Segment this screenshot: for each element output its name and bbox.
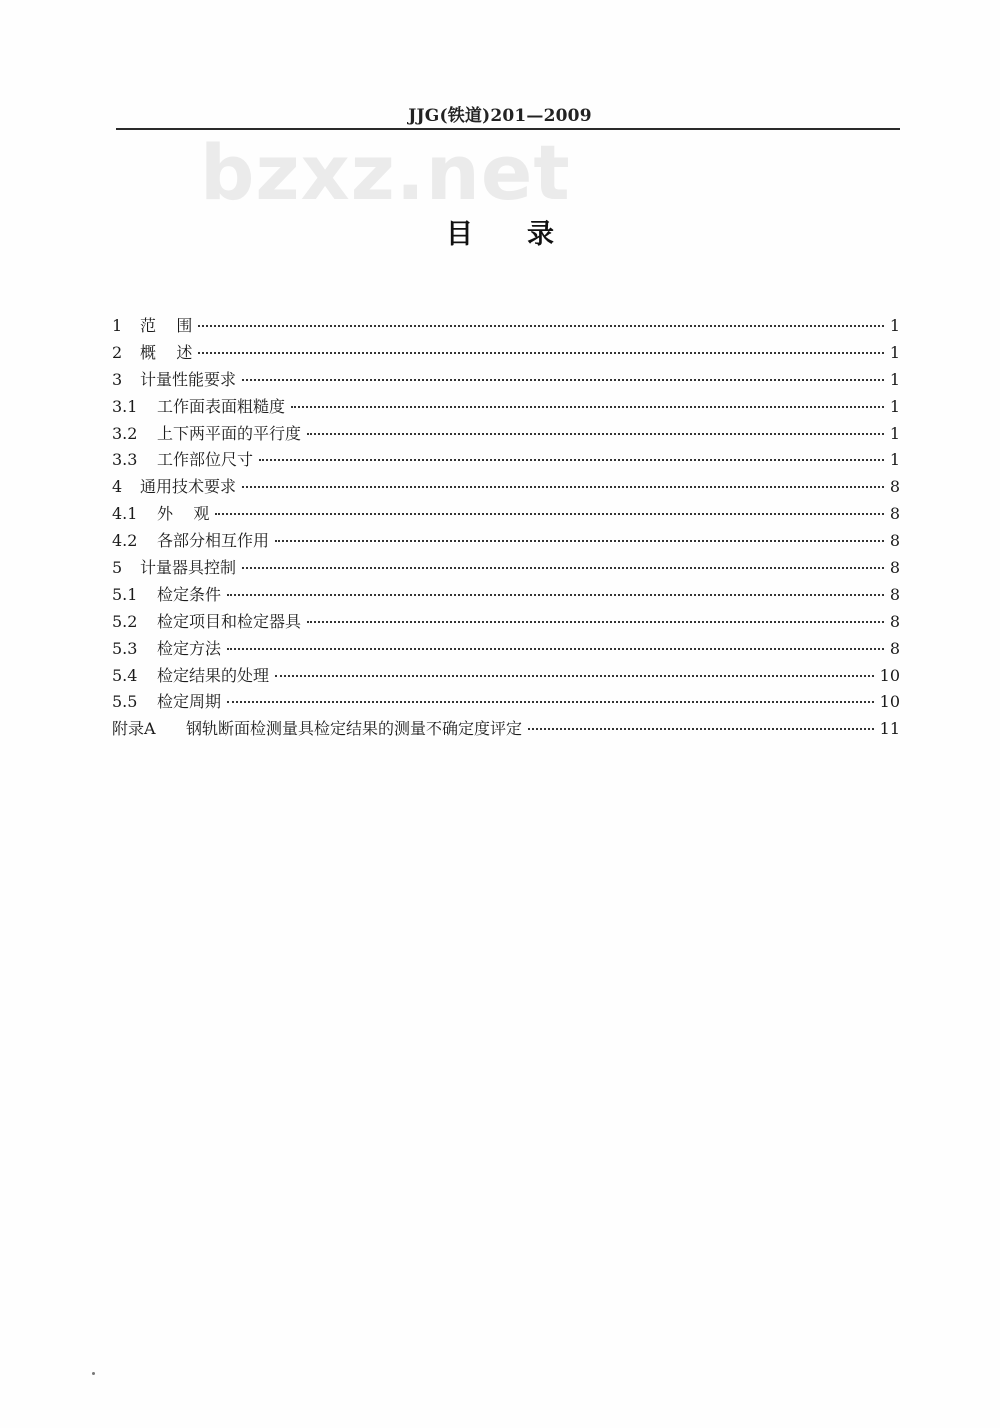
toc-dot-leader bbox=[242, 567, 884, 569]
toc-entry-page: 10 bbox=[879, 692, 900, 712]
toc-title: 目录 bbox=[446, 219, 608, 250]
toc-dot-leader bbox=[528, 728, 874, 730]
toc-entry-label: 钢轨断面检测量具检定结果的测量不确定度评定 bbox=[186, 719, 523, 739]
toc-entry-page: 11 bbox=[879, 719, 900, 739]
toc-entry-5[interactable] bbox=[112, 555, 900, 582]
toc-dot-leader bbox=[198, 325, 883, 327]
toc-entry-3-2[interactable] bbox=[112, 421, 900, 448]
toc-entry-page: 8 bbox=[889, 611, 900, 631]
toc-entry-label: 检定条件 bbox=[157, 584, 222, 604]
toc-entry-number: 4 bbox=[112, 477, 123, 497]
toc-entry-5-3[interactable] bbox=[112, 636, 900, 663]
toc-entry-number: 5.3 bbox=[112, 638, 138, 658]
toc-entry-2[interactable] bbox=[112, 340, 900, 367]
toc-entry-page: 8 bbox=[889, 638, 900, 658]
toc-entry-label: 各部分相互作用 bbox=[157, 531, 270, 551]
toc-entry-page: 1 bbox=[889, 396, 900, 416]
toc-entry-page: 8 bbox=[889, 531, 900, 551]
scan-speck bbox=[92, 1372, 95, 1375]
toc-entry-page: 10 bbox=[879, 665, 900, 685]
toc-entry-number: 4.1 bbox=[112, 504, 138, 524]
toc-entry-page: 1 bbox=[889, 369, 900, 389]
toc-dot-leader bbox=[227, 701, 874, 703]
toc-entry-5-4[interactable] bbox=[112, 663, 900, 690]
toc-entry-label: 检定项目和检定器具 bbox=[157, 611, 302, 631]
toc-entry-3-3[interactable] bbox=[112, 447, 900, 474]
toc-entry-number: 3 bbox=[112, 369, 123, 389]
toc-entry-4-2[interactable] bbox=[112, 528, 900, 555]
toc-entry-page: 1 bbox=[889, 423, 900, 443]
toc-dot-leader bbox=[275, 675, 874, 677]
table-of-contents bbox=[112, 313, 900, 743]
toc-entry-page: 1 bbox=[889, 450, 900, 470]
toc-entry-4-1[interactable] bbox=[112, 501, 900, 528]
toc-dot-leader bbox=[198, 352, 883, 354]
toc-entry-page: 8 bbox=[889, 584, 900, 604]
toc-dot-leader bbox=[227, 648, 884, 650]
toc-entry-page: 1 bbox=[889, 342, 900, 362]
toc-entry-label: 范 围 bbox=[140, 316, 193, 335]
toc-entry-page: 8 bbox=[889, 477, 900, 497]
toc-entry-5-5[interactable] bbox=[112, 689, 900, 716]
toc-entry-label: 计量器具控制 bbox=[140, 558, 237, 578]
toc-entry-label: 检定结果的处理 bbox=[157, 665, 270, 685]
toc-entry-3[interactable] bbox=[112, 367, 900, 394]
toc-entry-page: 8 bbox=[889, 504, 900, 524]
toc-entry-label: 通用技术要求 bbox=[140, 477, 237, 497]
toc-entry-label: 概 述 bbox=[140, 342, 193, 362]
toc-entry-number: 3.3 bbox=[112, 450, 138, 470]
toc-entry-label: 工作面表面粗糙度 bbox=[157, 396, 286, 416]
toc-entry-page: 8 bbox=[889, 558, 900, 578]
toc-entry-number: 5.4 bbox=[112, 665, 138, 685]
toc-dot-leader bbox=[307, 621, 884, 623]
toc-entry-4[interactable] bbox=[112, 474, 900, 501]
standard-code-header: JJG(铁道)201—2009 bbox=[408, 106, 592, 126]
toc-entry-number: 2 bbox=[112, 342, 123, 362]
toc-entry-number: 3.2 bbox=[112, 423, 138, 443]
toc-entry-number: 1 bbox=[112, 316, 123, 335]
toc-dot-leader bbox=[307, 433, 884, 435]
toc-entry-number: 5.1 bbox=[112, 584, 138, 604]
toc-entry-5-1[interactable] bbox=[112, 582, 900, 609]
toc-dot-leader bbox=[259, 459, 884, 461]
toc-entry-label: 外 观 bbox=[157, 504, 210, 524]
watermark-logo: bzxz.net bbox=[200, 128, 571, 217]
toc-dot-leader bbox=[215, 513, 883, 515]
toc-dot-leader bbox=[291, 406, 884, 408]
toc-entry-label: 检定方法 bbox=[157, 638, 222, 658]
toc-entry-appendix-a[interactable] bbox=[112, 716, 900, 743]
toc-dot-leader bbox=[242, 379, 884, 381]
toc-entry-label: 上下两平面的平行度 bbox=[157, 423, 302, 443]
toc-entry-number: 4.2 bbox=[112, 531, 138, 551]
toc-entry-label: 工作部位尺寸 bbox=[157, 450, 254, 470]
toc-entry-number: 5.5 bbox=[112, 692, 138, 712]
toc-entry-label: 检定周期 bbox=[157, 692, 222, 712]
toc-dot-leader bbox=[275, 540, 884, 542]
toc-dot-leader bbox=[242, 486, 884, 488]
toc-entry-1[interactable] bbox=[112, 313, 900, 340]
toc-entry-label: 计量性能要求 bbox=[140, 369, 237, 389]
toc-entry-number: 5.2 bbox=[112, 611, 138, 631]
toc-entry-number: 3.1 bbox=[112, 396, 138, 416]
toc-dot-leader bbox=[227, 594, 884, 596]
toc-entry-number: 附录A bbox=[112, 719, 156, 739]
toc-entry-3-1[interactable] bbox=[112, 394, 900, 421]
toc-entry-5-2[interactable] bbox=[112, 609, 900, 636]
toc-entry-page: 1 bbox=[889, 316, 900, 335]
toc-entry-number: 5 bbox=[112, 558, 123, 578]
